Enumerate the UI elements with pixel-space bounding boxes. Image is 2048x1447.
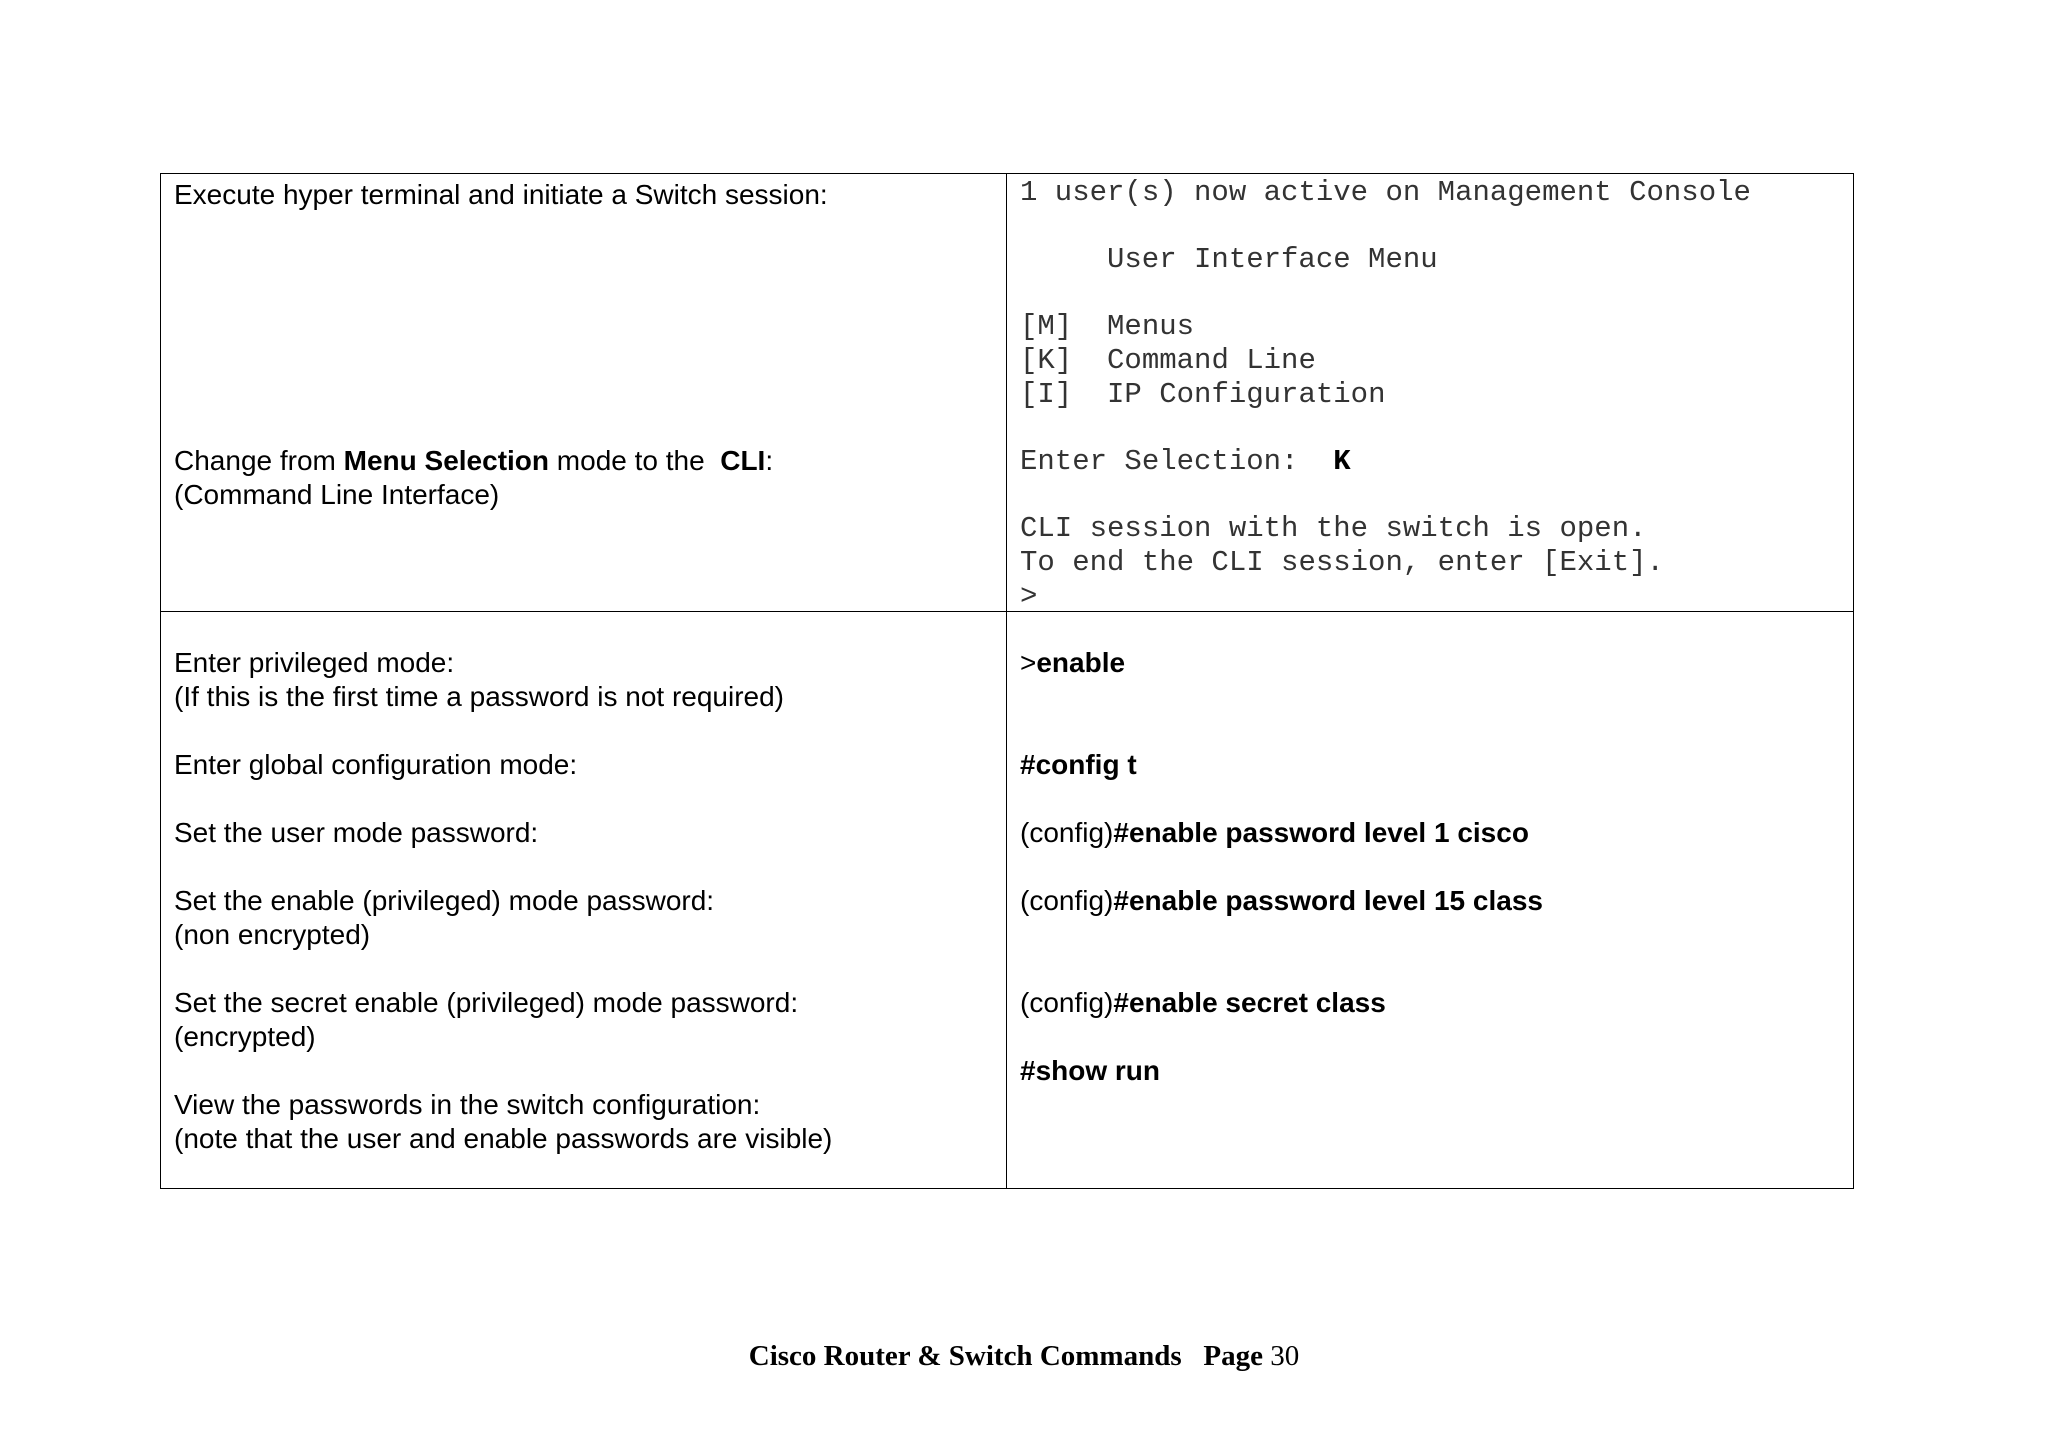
change-mode-subtext: (Command Line Interface)	[174, 479, 500, 510]
description-cell	[161, 612, 1007, 1189]
cmd-show-run: #show run	[1020, 1055, 1161, 1086]
step-global-config-desc: Enter global configuration mode:	[174, 749, 578, 780]
cli-open-line: CLI session with the switch is open.	[1020, 512, 1647, 545]
terminal-output-cell	[1007, 174, 1854, 612]
cmd-enable-secret: (config)#enable secret class	[1020, 987, 1386, 1018]
step-enable-password-sub: (non encrypted)	[174, 919, 371, 950]
table-row	[161, 612, 1854, 1189]
page-footer	[0, 1340, 2048, 1373]
step-privileged-desc: Enter privileged mode:	[174, 647, 455, 678]
execute-instruction: Execute hyper terminal and initiate a Switch session:	[174, 179, 828, 210]
cmd-enable: >enable	[1020, 647, 1126, 678]
step-user-password-desc: Set the user mode password:	[174, 817, 539, 848]
cmd-config-t: #config t	[1020, 749, 1137, 780]
command-cell	[1007, 612, 1854, 1189]
enter-selection-line: Enter Selection: K	[1020, 445, 1351, 478]
footer-page-label: Page	[1203, 1340, 1263, 1372]
step-secret-desc: Set the secret enable (privileged) mode password:	[174, 987, 799, 1018]
step-show-run-desc: View the passwords in the switch configuration:	[174, 1089, 761, 1120]
change-mode-instruction: Change from Menu Selection mode to the CLI:	[174, 445, 774, 476]
step-secret-sub: (encrypted)	[174, 1021, 316, 1052]
step-enable-password-desc: Set the enable (privileged) mode password:	[174, 885, 715, 916]
footer-title: Cisco Router & Switch Commands	[748, 1340, 1182, 1372]
selection-value: K	[1333, 445, 1351, 478]
table-row	[161, 174, 1854, 612]
step-show-run-sub: (note that the user and enable passwords are visible)	[174, 1123, 833, 1154]
cmd-user-password: (config)#enable password level 1 cisco	[1020, 817, 1529, 848]
users-active-line: 1 user(s) now active on Management Console	[1020, 176, 1751, 209]
menu-item-menus: [M] Menus	[1020, 310, 1195, 343]
cmd-enable-password: (config)#enable password level 15 class	[1020, 885, 1543, 916]
footer-page-number: 30	[1270, 1340, 1300, 1372]
cli-end-line: To end the CLI session, enter [Exit].	[1020, 546, 1664, 579]
command-table	[160, 173, 1854, 1189]
menu-item-command-line: [K] Command Line	[1020, 344, 1316, 377]
menu-item-ip-configuration: [I] IP Configuration	[1020, 378, 1386, 411]
step-privileged-sub: (If this is the first time a password is not required)	[174, 681, 784, 712]
description-cell	[161, 174, 1007, 612]
menu-title: User Interface Menu	[1107, 243, 1438, 276]
cli-prompt: >	[1020, 580, 1038, 613]
